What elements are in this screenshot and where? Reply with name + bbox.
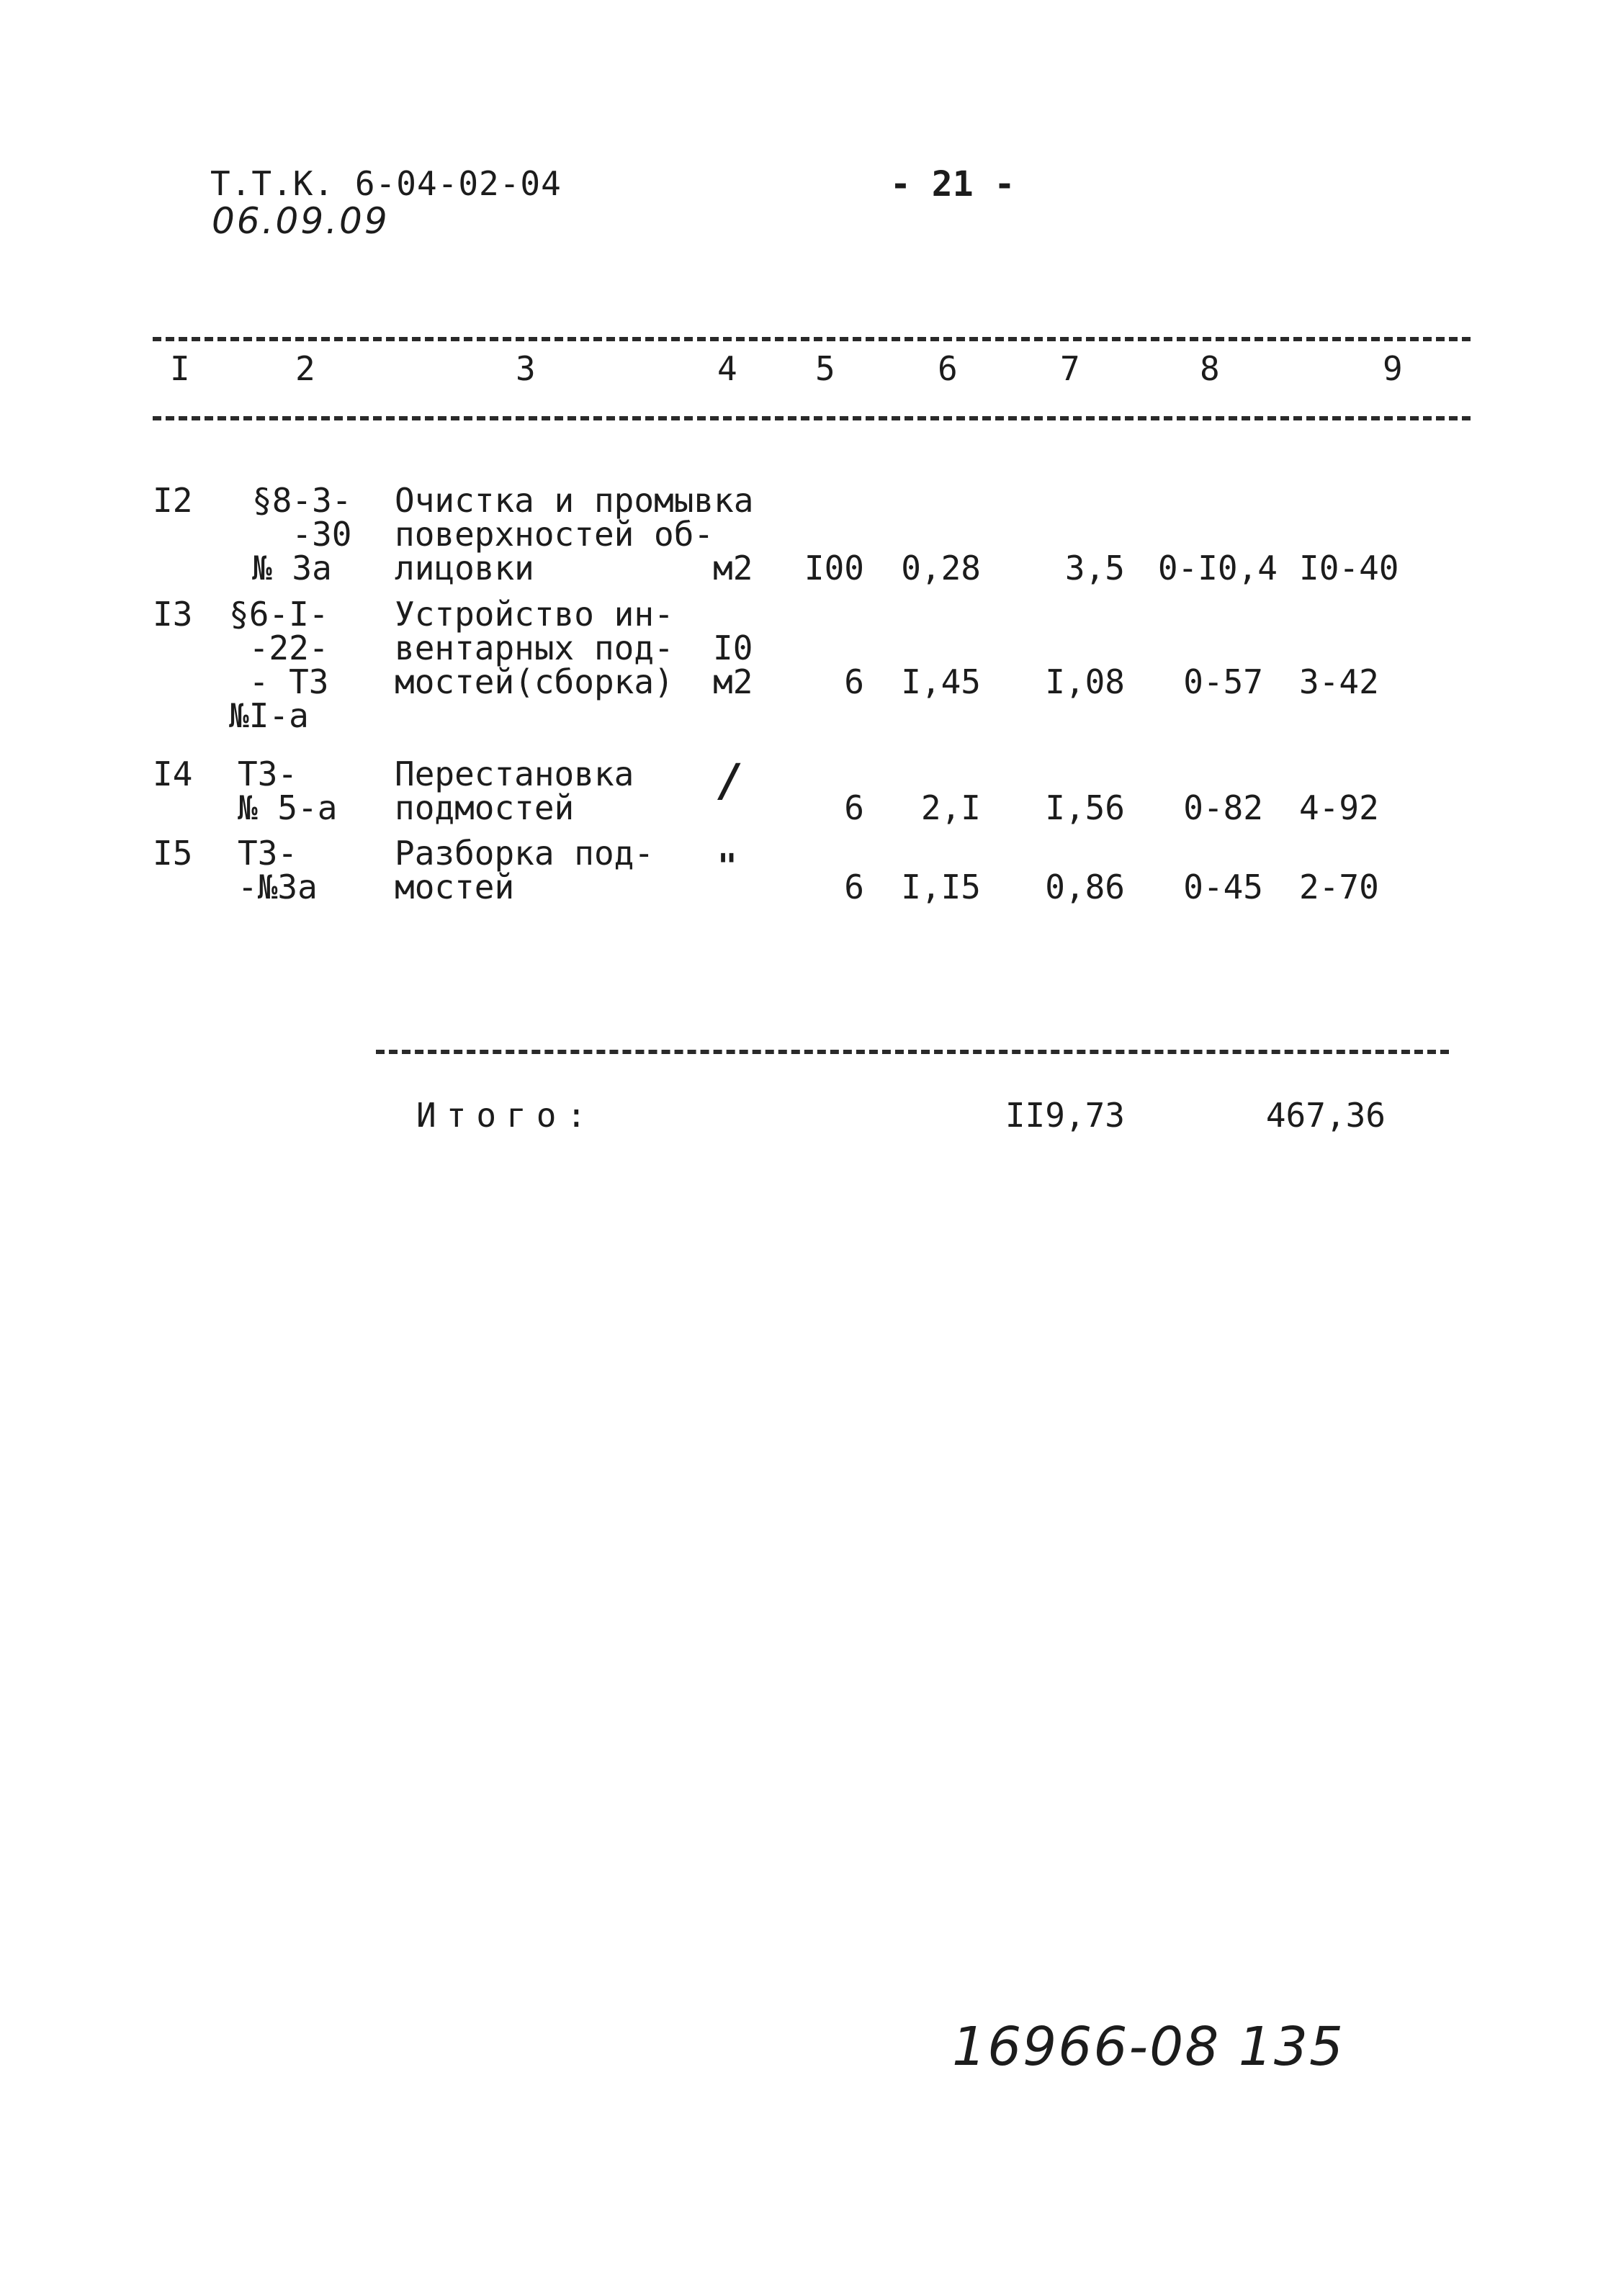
row-number: I3 (153, 595, 193, 634)
row-cost: I0-40 (1299, 549, 1399, 587)
row-labor: 3,5 (1064, 549, 1125, 587)
cost-total: 467,36 (1265, 1096, 1386, 1135)
totals-label: Итого: (416, 1096, 597, 1135)
totals-divider (376, 1050, 1449, 1054)
row-rate: 0-57 (1183, 662, 1263, 701)
column-number-9: 9 (1383, 349, 1403, 388)
header-top-divider (153, 337, 1471, 341)
row-norm: 0,28 (901, 549, 981, 587)
row-number: I2 (153, 481, 193, 520)
column-number-5: 5 (815, 349, 835, 388)
row-cost: 3-42 (1299, 662, 1379, 701)
column-number-6: 6 (938, 349, 958, 388)
row-unit: I0 м2 (713, 629, 753, 701)
row-unit: м2 (713, 549, 753, 587)
row-number: I5 (153, 834, 193, 873)
row-quantity: I00 (804, 549, 864, 587)
ditto-mark: / (717, 754, 745, 806)
row-quantity: 6 (844, 868, 864, 906)
ditto-mark: " (717, 847, 737, 886)
column-number-1: I (170, 349, 190, 388)
row-reference: ТЗ- -№3а (238, 834, 318, 906)
column-number-3: 3 (516, 349, 536, 388)
row-reference: ТЗ- № 5-а (238, 755, 338, 827)
row-cost: 2-70 (1299, 868, 1379, 906)
row-rate: 0-82 (1183, 788, 1263, 827)
row-description: Устройство ин- вентарных под- мостей(сборка) (395, 595, 674, 701)
row-rate: 0-45 (1183, 868, 1263, 906)
page-number: - 21 - (890, 164, 1015, 204)
column-number-4: 4 (717, 349, 737, 388)
row-norm: I,I5 (901, 868, 981, 906)
header-bottom-divider (153, 416, 1471, 420)
handwritten-number: 16966-08 135 (952, 2016, 1345, 2078)
row-description: Очистка и промывка поверхностей об- лицовки (395, 481, 754, 587)
row-quantity: 6 (844, 788, 864, 827)
row-labor: 0,86 (1045, 868, 1125, 906)
row-norm: I,45 (901, 662, 981, 701)
column-number-7: 7 (1060, 349, 1080, 388)
row-norm: 2,I (920, 788, 981, 827)
row-description: Разборка под- мостей (395, 834, 655, 906)
row-reference: §6-I- -22- - ТЗ №I-а (229, 595, 329, 735)
row-cost: 4-92 (1299, 788, 1379, 827)
document-code: Т.Т.К. 6-04-02-04 (210, 164, 562, 203)
row-labor: I,56 (1045, 788, 1125, 827)
row-labor: I,08 (1045, 662, 1125, 701)
column-number-8: 8 (1200, 349, 1220, 388)
row-reference: §8-3- -30 № 3а (252, 481, 352, 587)
labor-total: II9,73 (1005, 1096, 1125, 1135)
row-description: Перестановка подмостей (395, 755, 634, 827)
column-number-2: 2 (295, 349, 315, 388)
row-rate: 0-I0,4 (1157, 549, 1278, 587)
row-quantity: 6 (844, 662, 864, 701)
row-number: I4 (153, 755, 193, 793)
handwritten-date: 06.09.09 (212, 200, 390, 242)
